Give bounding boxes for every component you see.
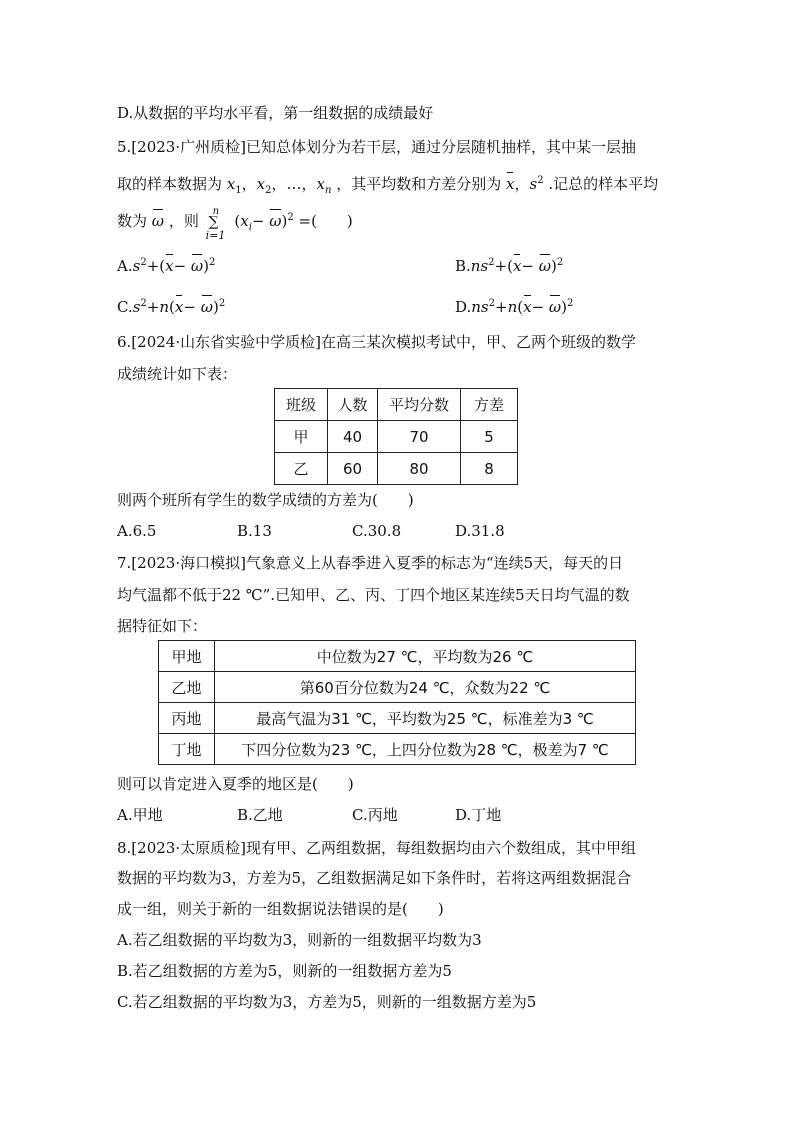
q8-option-b: B.若乙组数据的方差为5，则新的一组数据方差为5 [117,962,452,980]
q6-option-b: B.13 [237,522,272,540]
q5-stem-line3: 数为 ω ，则 n ∑ i=1 $(x_i- \omega)^2$ =( ) [117,206,353,242]
table-row [159,734,636,765]
table-cell: 乙 [275,453,328,485]
q7-option-c: C.丙地 [352,806,398,824]
table-header-row [275,389,518,421]
table-cell: 5 [461,421,518,453]
math-mean-x: x，$s^2$ [506,175,544,193]
math-sample-list: $x_1$，$x_2$，…，$x_n$ [226,175,332,196]
q7-stem-line1: 7.[2023·海口模拟]气象意义上从春季进入夏季的标志为“连续5天，每天的日 [117,554,624,572]
q5-stem-line2: 取的样本数据为 $x_1$，$x_2$，…，$x_n$ ，其平均数和方差分别为 x，$s^2$ .记总的样本平均 [117,175,659,196]
q8-stem-line1: 8.[2023·太原质检]现有甲、乙两组数据，每组数据均由六个数组成，其中甲组 [117,839,636,857]
q4-option-d: D.从数据的平均水平看，第一组数据的成绩最好 [117,104,434,122]
q8-option-a: A.若乙组数据的平均数为3，则新的一组数据平均数为3 [117,931,482,949]
table-cell: 乙地 [159,672,215,703]
q7-option-a: A.甲地 [117,806,163,824]
table-row [275,453,518,485]
table-cell: 丙地 [159,703,215,734]
table-cell: 80 [378,453,461,485]
q8-stem-line2: 数据的平均数为3，方差为5，乙组数据满足如下条件时，若将这两组数据混合 [117,869,632,887]
math-omega: ω [151,212,165,230]
table-header-cell: 班级 [275,389,328,421]
q8-stem-line3: 成一组，则关于新的一组数据说法错误的是( ) [117,900,444,918]
class-score-table [274,388,518,485]
table-cell: 60 [328,453,378,485]
table-row [159,672,636,703]
table-header-cell: 方差 [461,389,518,421]
q6-option-d: D.31.8 [455,522,505,540]
table-cell: 丁地 [159,734,215,765]
q5-option-d: $D.ns^2+n(x- \omega)^2$ [455,298,574,316]
q6-stem-line1: 6.[2024·山东省实验中学质检]在高三某次模拟考试中，甲、乙两个班级的数学 [117,333,636,351]
q7-stem-line2: 均气温都不低于22 ℃”.已知甲、乙、丙、丁四个地区某连续5天日均气温的数 [117,586,630,604]
q5-option-c: $C.s^2+n(x- \omega)^2$ [117,298,226,316]
q6-option-c: C.30.8 [352,522,402,540]
table-cell: 甲地 [159,641,215,672]
table-header-cell: 平均分数 [378,389,461,421]
table-cell: 70 [378,421,461,453]
q7-stem-line3: 据特征如下： [117,617,208,635]
table-cell: 甲 [275,421,328,453]
q6-stem-line2: 成绩统计如下表： [117,365,238,383]
table-cell: 最高气温为31 ℃，平均数为25 ℃，标准差为3 ℃ [215,703,636,734]
table-row [159,641,636,672]
q5-stem-line1: 5.[2023·广州质检]已知总体划分为若干层，通过分层随机抽样，其中某一层抽 [117,138,636,156]
math-sum-symbol: n ∑ i=1 [205,206,226,242]
q7-question: 则可以肯定进入夏季的地区是( ) [117,775,354,793]
q6-option-a: A.6.5 [117,522,157,540]
table-cell: 第60百分位数为24 ℃，众数为22 ℃ [215,672,636,703]
table-row [159,703,636,734]
table-header-cell: 人数 [328,389,378,421]
q6-question: 则两个班所有学生的数学成绩的方差为( ) [117,491,414,509]
table-cell: 40 [328,421,378,453]
q5-option-b: $B.ns^2+(x- \omega)^2$ [455,257,564,275]
region-temperature-table [158,640,636,765]
q5-option-a: $A.s^2+(x- \omega)^2$ [117,257,216,275]
q7-option-d: D.丁地 [455,806,502,824]
table-cell: 中位数为27 ℃，平均数为26 ℃ [215,641,636,672]
table-cell: 下四分位数为23 ℃，上四分位数为28 ℃，极差为7 ℃ [215,734,636,765]
table-cell: 8 [461,453,518,485]
q7-option-b: B.乙地 [237,806,283,824]
q8-option-c: C.若乙组数据的平均数为3，方差为5，则新的一组数据方差为5 [117,993,537,1011]
math-sum-term: $(x_i- \omega)^2$ [234,212,294,233]
table-row [275,421,518,453]
